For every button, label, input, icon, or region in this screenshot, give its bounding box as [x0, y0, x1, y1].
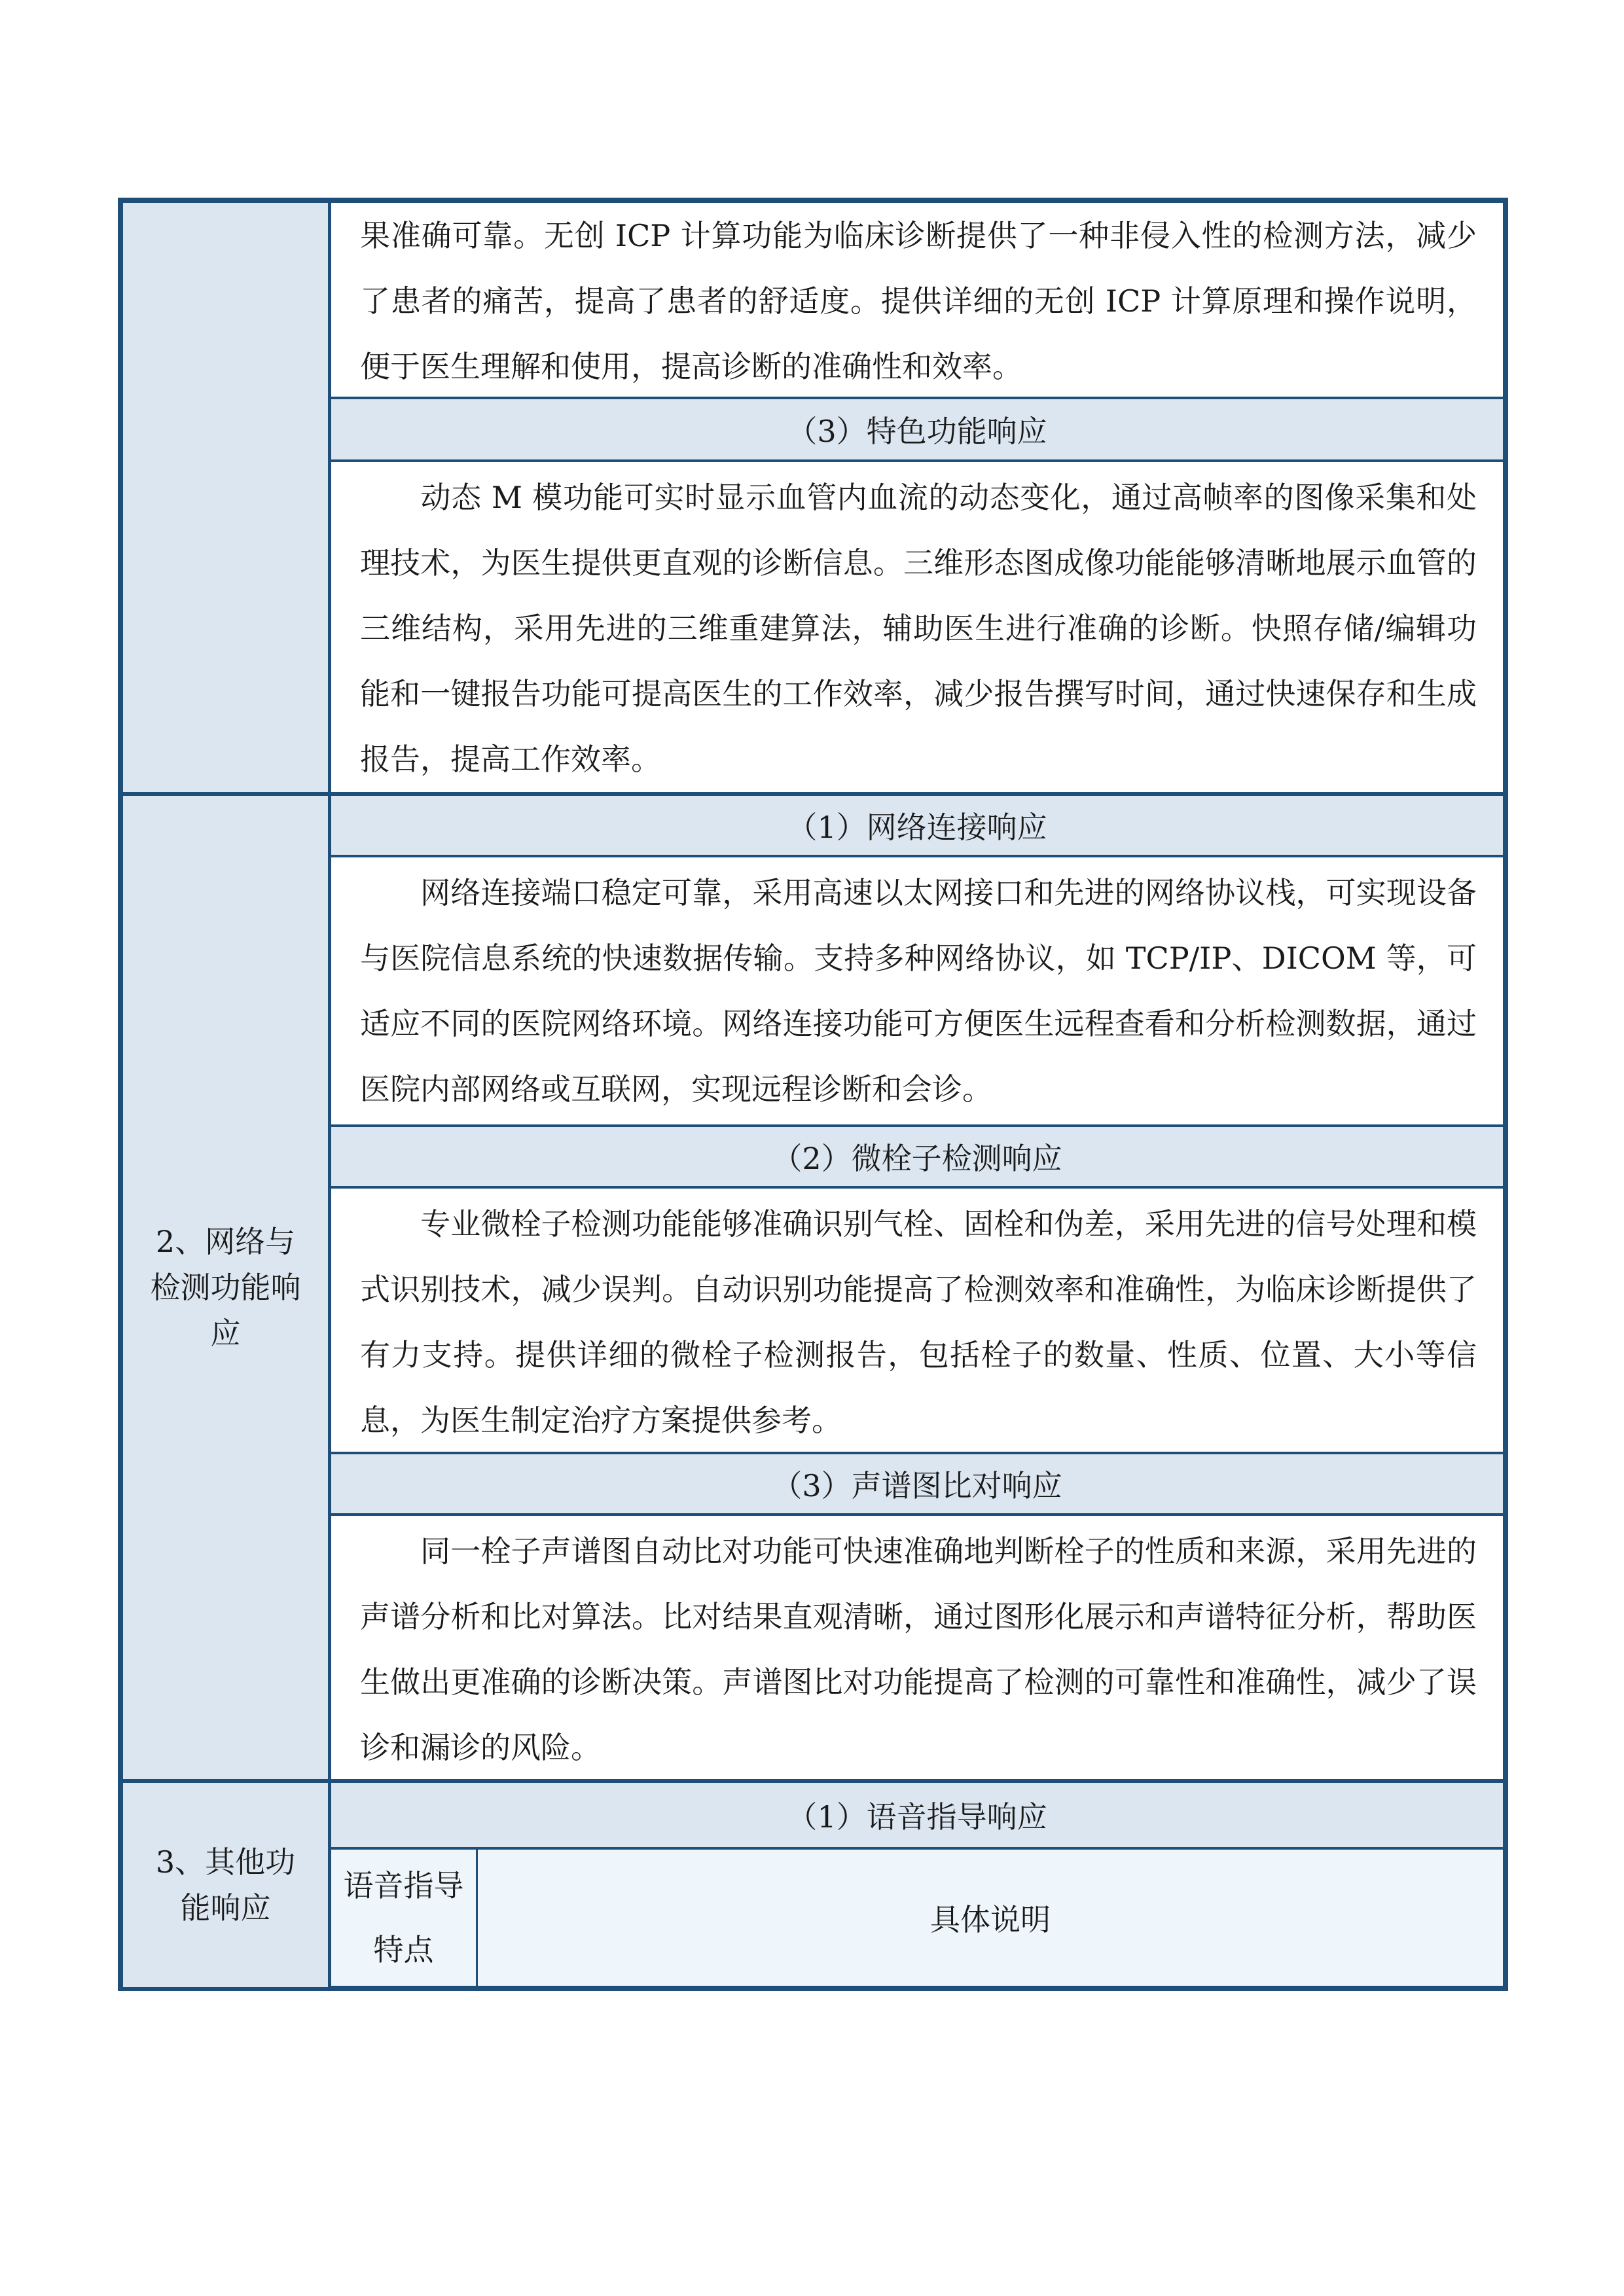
category-label-other: 3、其他功能响应	[155, 1844, 296, 1926]
section-heading-feature: （3）特色功能响应	[331, 399, 1503, 459]
section-heading-embolus: （2）微栓子检测响应	[331, 1127, 1503, 1186]
paragraph-feature: 动态 M 模功能可实时显示血管内血流的动态变化，通过高帧率的图像采集和处理技术，为医生提供更直观的诊断信息。三维形态图成像功能能够清晰地展示血管的三维结构，采用先进的三维重建算法，辅助医生进行准确的诊断。快照存储/编辑功能和一键报告功能可提高医生的工作效率，减少报告撰写时间，通过快速保存和生成报告，提高工作效率。	[360, 480, 1477, 777]
section-heading-voice: （1）语音指导响应	[331, 1783, 1503, 1847]
voice-guidance-subtable	[331, 1847, 1503, 1986]
section-heading-spectrogram: （3）声谱图比对响应	[331, 1454, 1503, 1513]
response-table	[118, 198, 1508, 1991]
category-label-network: 2、网络与检测功能响应	[150, 1224, 301, 1351]
paragraph-embolus: 专业微栓子检测功能能够准确识别气栓、固栓和伪差，采用先进的信号处理和模式识别技术，减少误判。自动识别功能提高了检测效率和准确性，为临床诊断提供了有力支持。提供详细的微栓子检测报告，包括栓子的数量、性质、位置、大小等信息，为医生制定治疗方案提供参考。	[360, 1206, 1477, 1438]
category-column	[123, 203, 331, 1986]
paragraph-network: 网络连接端口稳定可靠，采用高速以太网接口和先进的网络协议栈，可实现设备与医院信息系统的快速数据传输。支持多种网络协议，如 TCP/IP、DICOM 等，可适应不同的医院网络环境。网络连接功能可方便医生远程查看和分析检测数据，通过医院内部网络或互联网，实现远程诊断和会诊。	[360, 875, 1477, 1107]
paragraph-spectrogram: 同一栓子声谱图自动比对功能可快速准确地判断栓子的性质和来源，采用先进的声谱分析和比对算法。比对结果直观清晰，通过图形化展示和声谱特征分析，帮助医生做出更准确的诊断决策。声谱图比对功能提高了检测的可靠性和准确性，减少了误诊和漏诊的风险。	[360, 1534, 1477, 1765]
subtable-header-description: 具体说明	[930, 1902, 1051, 1937]
category-cell-1	[123, 203, 328, 792]
category-cell-other	[123, 1783, 328, 1987]
paragraph-icp-continuation: 果准确可靠。无创 ICP 计算功能为临床诊断提供了一种非侵入性的检测方法，减少了患者的痛苦，提高了患者的舒适度。提供详细的无创 ICP 计算原理和操作说明，便于医生理解和使用，提高诊断的准确性和效率。	[360, 218, 1477, 384]
category-cell-network	[123, 796, 328, 1779]
subtable-header-feature: 语音指导特点	[331, 1850, 478, 1986]
section-heading-network: （1）网络连接响应	[331, 796, 1503, 855]
